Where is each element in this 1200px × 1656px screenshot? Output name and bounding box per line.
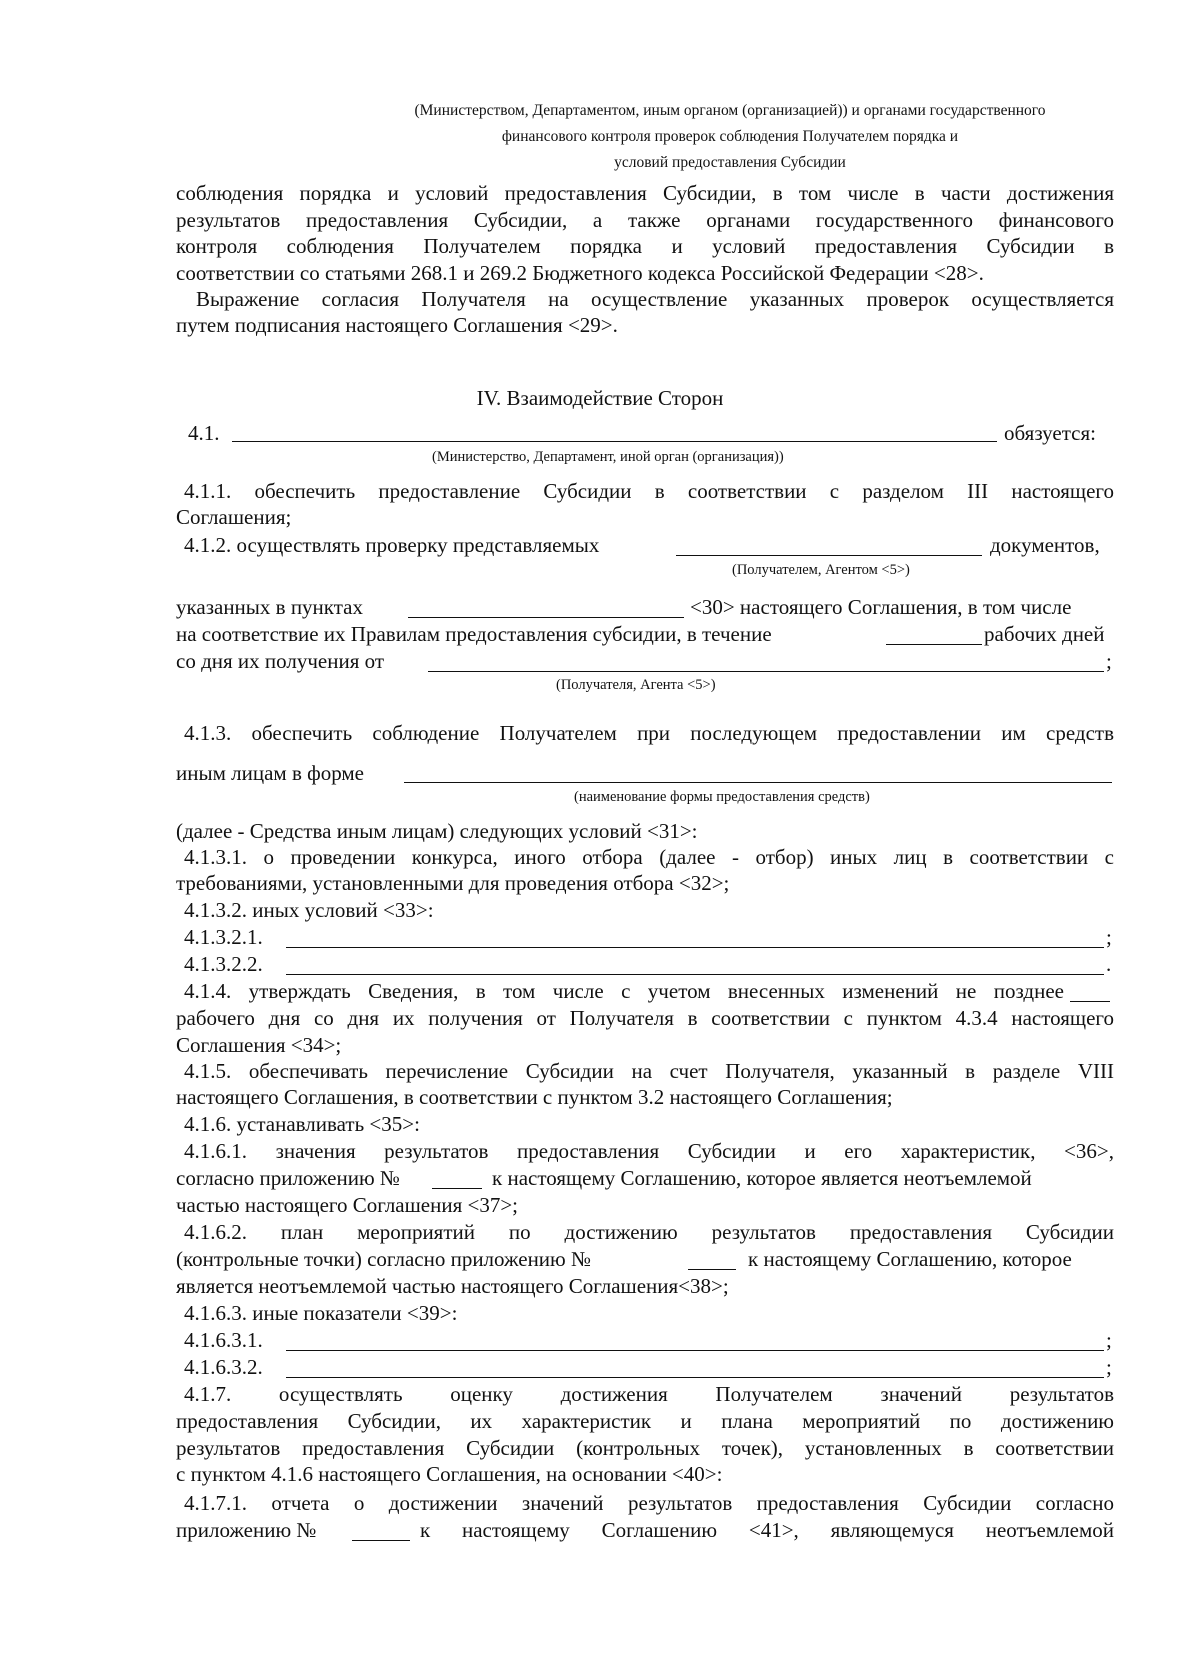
clause-4-1-6-1: 4.1.6.1. значения результатов предоставления Субсидии и его характеристик, <36>, [184,1139,1114,1163]
clause-4-1-3-2: 4.1.3.2. иных условий <33>: [184,898,434,922]
hint-source: (Получателя, Агента <5>) [556,677,716,693]
clause-4-1-4-cont: рабочего дня со дня их получения от Получателя в соответствии с пунктом 4.3.4 настоящего Соглашения <34>; [176,1006,1114,1057]
semicolon-4-1-6-3-2: ; [1106,1355,1112,1379]
clause-4-1-6-3: 4.1.6.3. иные показатели <39>: [184,1301,458,1325]
fill-line-appendix-1 [432,1188,482,1189]
clause-4-1-4: 4.1.4. утверждать Сведения, в том числе с учетом внесенных изменений не позднее [184,979,1064,1003]
clause-4-1-7-1: 4.1.7.1. отчета о достижении значений результатов предоставления Субсидии согласно [184,1491,1114,1515]
hint-authority: (Министерство, Департамент, иной орган (организация)) [432,449,784,465]
fill-line-recipient [676,555,982,556]
clause-4-1-5: 4.1.5. обеспечивать перечисление Субсидии на счет Получателя, указанный в разделе VIII [184,1059,1114,1083]
conditions-intro: (далее - Средства иным лицам) следующих условий <31>: [176,819,698,843]
clause-4-1-6: 4.1.6. устанавливать <35>: [184,1112,420,1136]
fill-line-authority [232,441,997,442]
clause-4-1-7-1-line2b: к настоящему Соглашению <41>, являющемуся неотъемлемой [420,1518,1114,1542]
semicolon-4-1-6-3-1: ; [1106,1328,1112,1352]
clause-4-1-6-1-line3: частью настоящего Соглашения <37>; [176,1193,519,1217]
clause-4-1-6-3-1: 4.1.6.3.1. [184,1328,263,1352]
clause-4-1-3-line2: иным лицам в форме [176,761,365,785]
dot-4-1-3-2-2: . [1106,952,1112,976]
clause-4-1-3-1: 4.1.3.1. о проведении конкурса, иного отбора (далее - отбор) иных лиц в соответствии с [184,845,1114,869]
clause-4-1-2-line3a: на соответствие их Правилам предоставления субсидии, в течение [176,622,772,646]
fill-line-4-1-3-2-2 [286,974,1104,975]
clause-4-1-3-1-end: требованиями, установленными для проведения отбора <32>; [176,871,730,895]
intro-paragraph-2-end: путем подписания настоящего Соглашения <29>. [176,313,618,337]
intro-paragraph-2: Выражение согласия Получателя на осуществление указанных проверок осуществляется [196,287,1114,311]
clause-4-1-6-3-2: 4.1.6.3.2. [184,1355,263,1379]
clause-4-1-1-end: Соглашения; [176,505,292,529]
clause-4-1-7: 4.1.7. осуществлять оценку достижения Получателем значений результатов [184,1382,1114,1406]
fill-line-4-1-6-3-2 [286,1377,1104,1378]
fill-line-days [886,644,982,645]
header-line-1: (Министерством, Департаментом, иным органом (организацией)) и органами государственного [414,102,1046,119]
clause-4-1-3-2-1: 4.1.3.2.1. [184,925,263,949]
clause-4-1-number: 4.1. [188,421,220,445]
clause-4-1-tail: обязуется: [1004,421,1096,445]
clause-4-1-2-semicolon: ; [1106,649,1112,673]
clause-4-1-2-line2b: <30> настоящего Соглашения, в том числе [690,595,1072,619]
semicolon-4-1-3-2-1: ; [1106,925,1112,949]
clause-4-1-5-end: настоящего Соглашения, в соответствии с пунктом 3.2 настоящего Соглашения; [176,1085,893,1109]
header-line-2: финансового контроля проверок соблюдения Получателем порядка и [501,128,959,145]
hint-form: (наименование формы предоставления средств) [574,789,870,805]
clause-4-1-6-2-line2a: (контрольные точки) согласно приложению № [176,1247,592,1271]
fill-line-form [404,782,1112,783]
fill-line-clauses [408,617,684,618]
clause-4-1-7-1-line2a: приложению № [176,1518,317,1542]
clause-4-1-6-2: 4.1.6.2. план мероприятий по достижению результатов предоставления Субсидии [184,1220,1114,1244]
hint-recipient: (Получателем, Агентом <5>) [732,562,910,578]
clause-4-1-7-cont: предоставления Субсидии, их характеристик и плана мероприятий по достижению результатов предоставления Субсидии (контрольных точек), установленных в соответствии с пунктом 4.1.6 настоящего Соглашения, на основании <40>: [176,1409,1114,1486]
clause-4-1-2-line2a: указанных в пунктах [176,595,363,619]
clause-4-1-2-head: 4.1.2. осуществлять проверку представляемых [184,533,600,557]
fill-line-4-1-6-3-1 [286,1350,1104,1351]
clause-4-1-6-1-line2b: к настоящему Соглашению, которое является неотъемлемой [492,1166,1032,1190]
clause-4-1-6-1-line2a: согласно приложению № [176,1166,400,1190]
clause-4-1-3: 4.1.3. обеспечить соблюдение Получателем при последующем предоставлении им средств [184,721,1114,745]
page-header [340,98,1120,176]
clause-4-1-3-2-2: 4.1.3.2.2. [184,952,263,976]
fill-line-appendix-3 [352,1540,410,1541]
clause-4-1-1: 4.1.1. обеспечить предоставление Субсидии в соответствии с разделом III настоящего [184,479,1114,503]
clause-4-1-6-2-line3: является неотъемлемой частью настоящего Соглашения<38>; [176,1274,729,1298]
fill-line-4-1-3-2-1 [286,947,1104,948]
fill-line-4-1-4 [1070,1001,1110,1002]
clause-4-1-2-tail: документов, [990,533,1100,557]
header-line-3: условий предоставления Субсидии [614,154,846,171]
section-title: IV. Взаимодействие Сторон [476,386,724,410]
fill-line-source [428,671,1104,672]
intro-paragraph-1: соблюдения порядка и условий предоставления Субсидии, в том числе в части достижения результатов предоставления Субсидии, а также органами государственного финансового контроля соблюдения Получателем порядка и условий предоставления Субсидии в соответствии со статьями 268.1 и 269.2 Бюджетного кодекса Российской Федерации <28>. [176,181,1114,285]
fill-line-appendix-2 [688,1269,736,1270]
clause-4-1-2-line4a: со дня их получения от [176,649,385,673]
clause-4-1-2-line3b: рабочих дней [984,622,1105,646]
clause-4-1-6-2-line2b: к настоящему Соглашению, которое [748,1247,1072,1271]
